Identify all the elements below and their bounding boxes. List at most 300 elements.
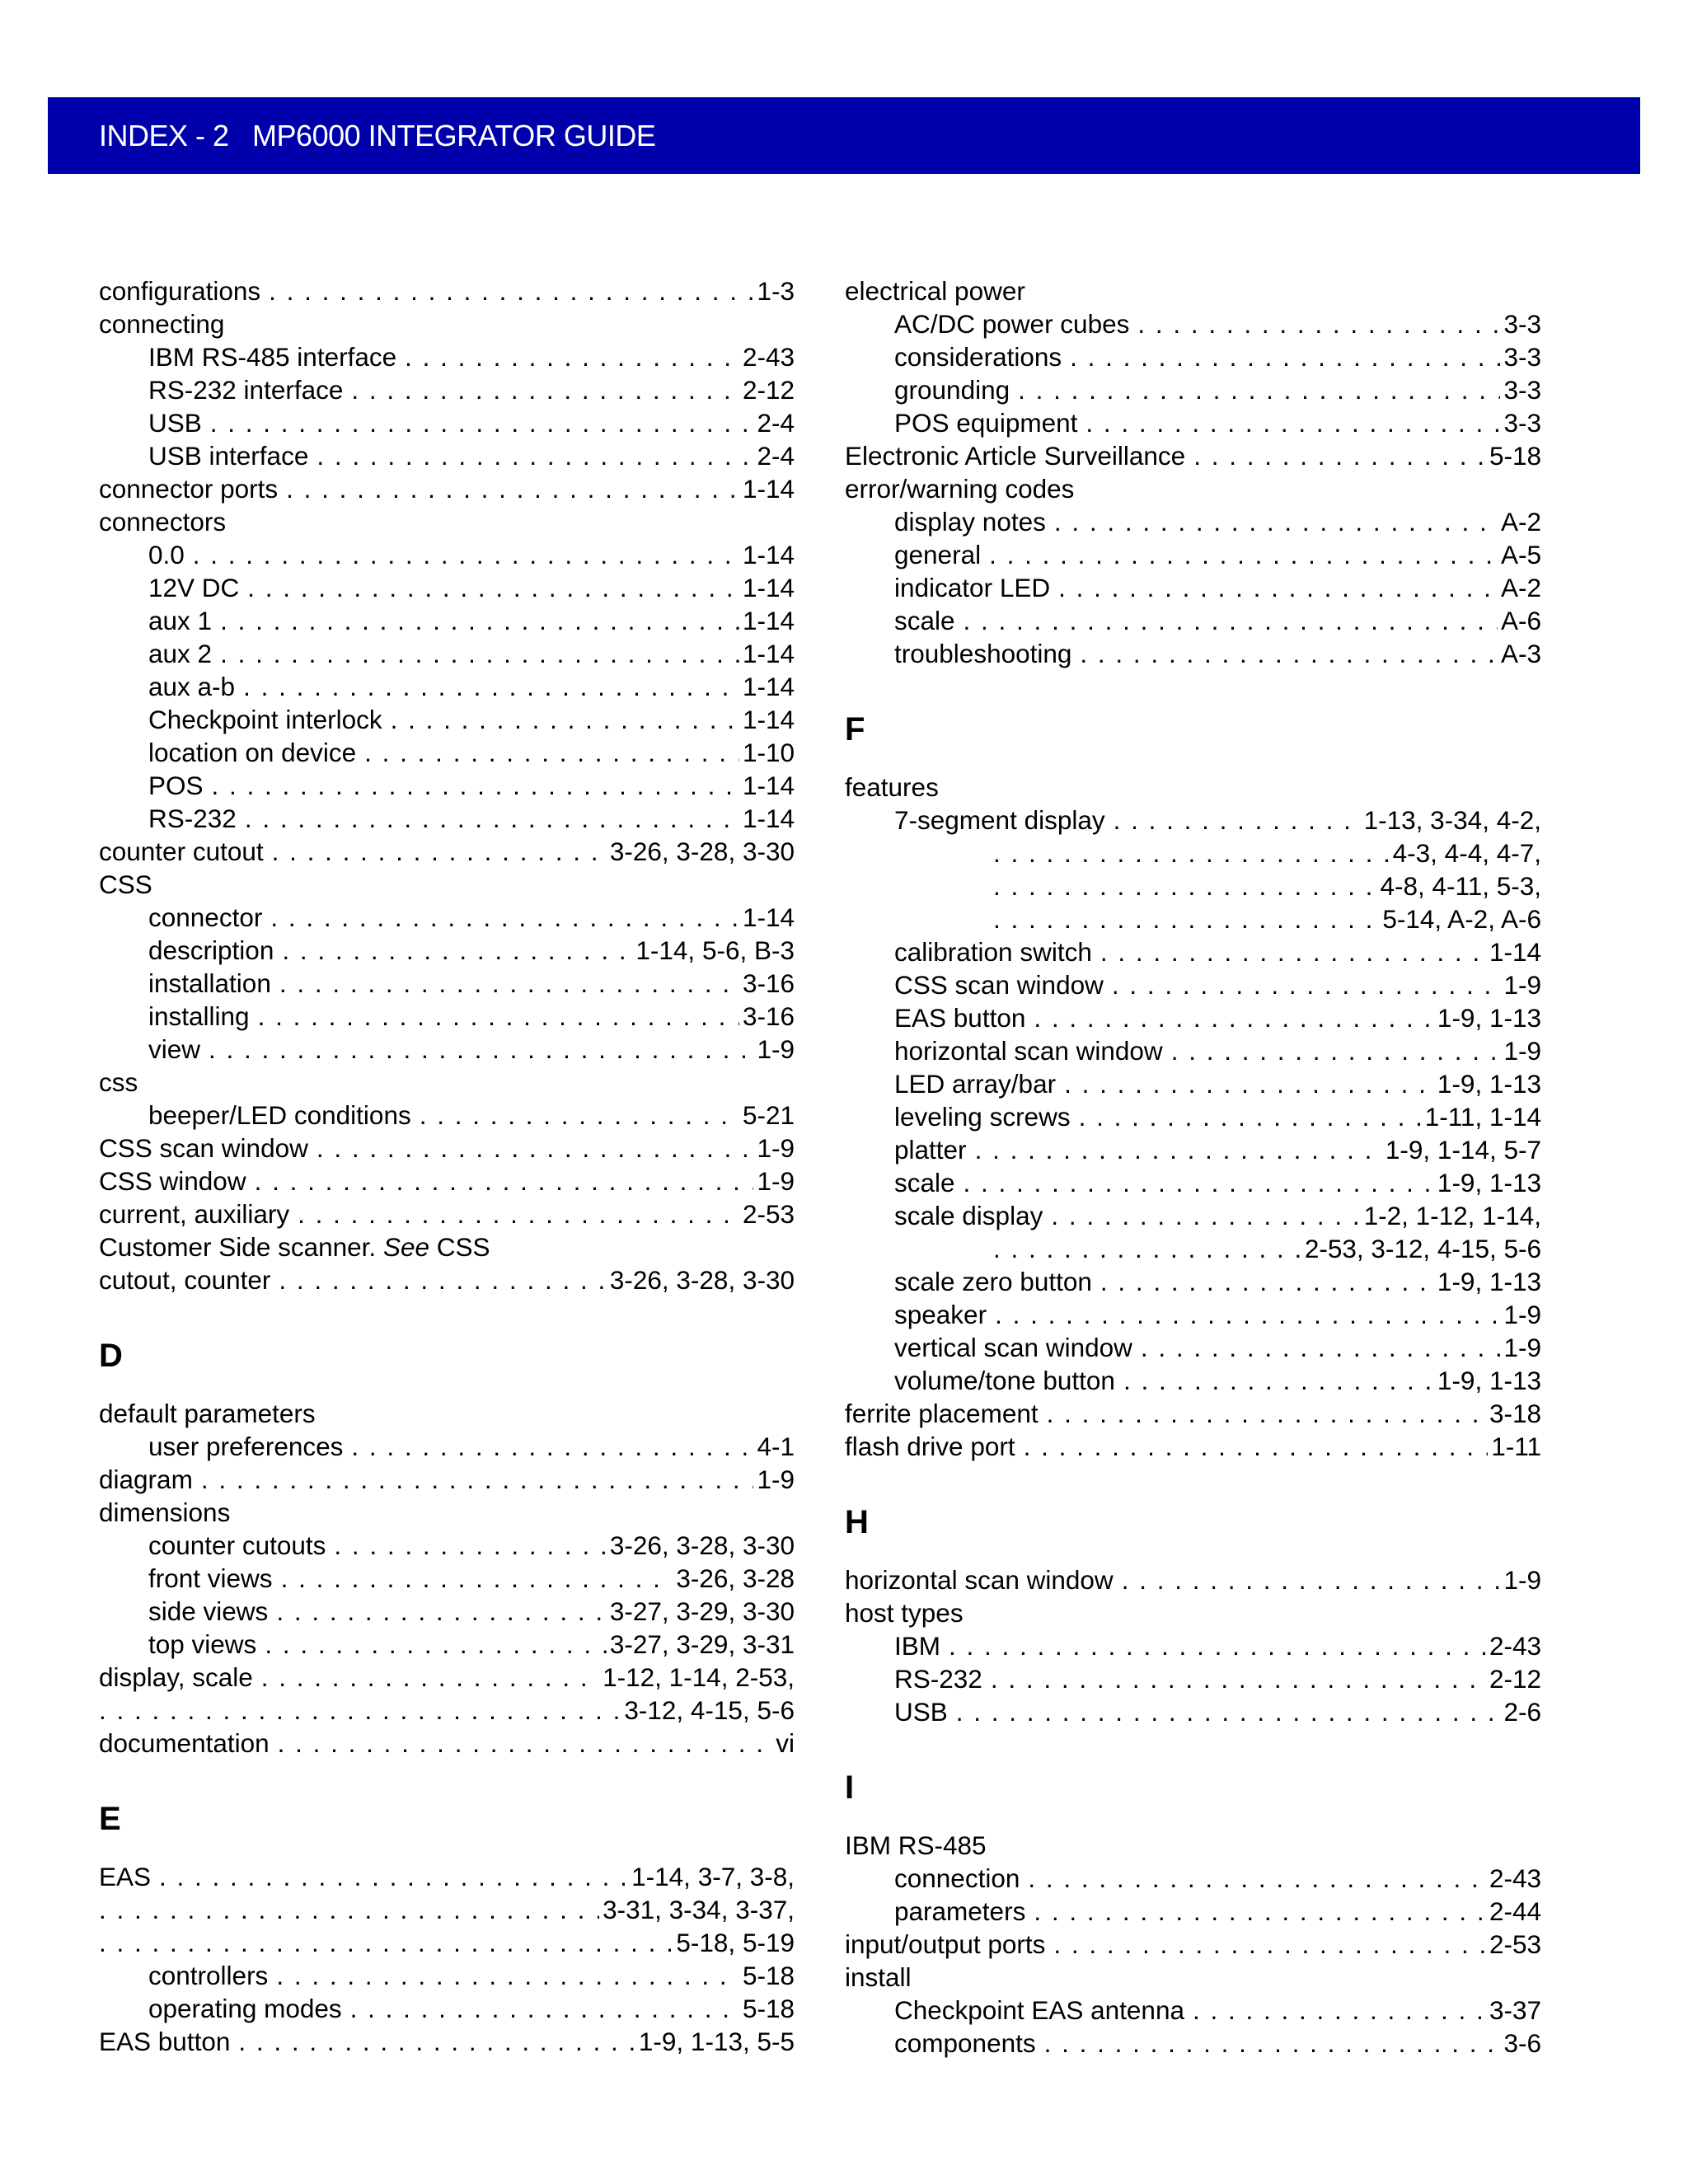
index-page-ref: 3-16 [742,1001,795,1031]
index-page-ref: 1-14 [742,705,795,734]
index-page-ref: 1-14 [742,474,795,504]
index-page-ref: 5-18 [1489,441,1541,471]
index-entry [99,802,795,835]
index-page-ref: 1-3 [757,276,795,306]
index-page-ref: 3-26, 3-28, 3-30 [609,837,795,866]
dot-leader [255,1165,754,1197]
index-term: EAS [99,1862,152,1891]
index-page-ref: 2-12 [1489,1664,1541,1694]
index-letter-heading: I [845,1769,855,1806]
index-entry [99,1165,795,1197]
dot-leader [350,1992,739,2025]
index-page-ref: 1-2, 1-12, 1-14, [1363,1201,1541,1230]
dot-leader [99,1694,621,1727]
index-entry [99,1860,795,1893]
dot-leader [993,1232,1301,1265]
index-entry [99,307,795,340]
index-entry [99,1529,795,1562]
index-term: beeper/LED conditions [148,1100,411,1130]
index-term: calibration switch [894,937,1092,967]
index-page-ref: 1-14 [742,804,795,833]
index-term: CSS scan window [894,970,1104,1000]
index-term: aux 1 [148,606,213,635]
index-page-ref: 3-3 [1503,342,1541,372]
index-term: vertical scan window [894,1333,1132,1362]
dot-leader [270,901,739,934]
index-page-ref: 4-8, 4-11, 5-3, [1380,871,1541,901]
index-entry [845,1596,1541,1629]
index-term: input/output ports [845,1929,1046,1959]
index-term: RS-232 [894,1664,982,1694]
index-page-ref: 1-14 [1489,937,1541,967]
dot-leader [220,604,739,637]
dot-leader [279,1263,606,1296]
dot-leader [1018,373,1500,406]
index-see-reference: See [382,1232,429,1262]
index-entry [845,1695,1541,1728]
index-term: POS [148,771,204,800]
index-entry [99,1562,795,1595]
index-term: scale display [894,1201,1043,1230]
index-entry [99,1496,795,1529]
dot-leader [258,1000,739,1033]
dot-leader [247,571,739,604]
index-page-ref: 3-3 [1503,408,1541,438]
index-page-ref: 4-3, 4-4, 4-7, [1392,838,1541,868]
index-entry [845,571,1541,604]
index-entry [845,804,1541,837]
index-term: ferrite placement [845,1399,1039,1428]
index-entry [99,1263,795,1296]
index-term: flash drive port [845,1432,1015,1461]
dot-leader [298,1197,739,1230]
index-entry [845,1994,1541,2027]
dot-leader [1171,1034,1501,1067]
index-entry [99,934,795,967]
dot-leader [995,1298,1500,1331]
index-page-ref: 1-14, 3-7, 3-8, [631,1862,795,1891]
index-page-ref: 3-3 [1503,309,1541,339]
index-page-ref: 1-11 [1491,1432,1541,1461]
index-term: display, scale [99,1662,253,1692]
index-term: description [148,935,274,965]
index-term: installing [148,1001,250,1031]
dot-leader [1051,1199,1360,1232]
dot-leader [351,373,739,406]
dot-leader [364,736,739,769]
index-entry [845,1364,1541,1397]
index-entry [99,439,795,472]
index-page-ref: 1-9 [757,1133,795,1163]
index-entry [845,1001,1541,1034]
index-page-ref: 4-1 [757,1432,795,1461]
index-term: cutout, counter [99,1265,271,1295]
index-entry [99,1694,795,1727]
index-term: 7-segment display [894,805,1105,835]
index-term: electrical power [845,276,1025,306]
index-entry [99,736,795,769]
index-entry [845,538,1541,571]
dot-leader [1034,1895,1486,1928]
index-entry [845,373,1541,406]
index-entry [845,472,1541,505]
dot-leader [212,769,739,802]
index-term: connection [894,1863,1020,1893]
index-entry [99,703,795,736]
dot-leader [975,1133,1382,1166]
index-page-ref: 1-10 [742,738,795,767]
index-entry [845,1928,1541,1961]
index-page-ref: A-6 [1500,606,1541,635]
dot-leader [993,837,1390,869]
index-entry [845,1961,1541,1994]
index-page-ref: 2-53 [1489,1929,1541,1959]
index-page-ref: 1-11, 1-14 [1424,1102,1541,1132]
dot-leader [334,1529,606,1562]
index-term: install [845,1962,912,1992]
index-page-ref: 5-18 [742,1961,795,1990]
index-page-ref: 1-14 [742,672,795,701]
index-term: grounding [894,375,1010,405]
dot-leader [210,406,754,439]
index-entry [99,868,795,901]
index-page-ref: 1-9 [1503,1036,1541,1066]
index-page-ref: 3-27, 3-29, 3-31 [609,1629,795,1659]
index-page-ref: 1-9, 1-13, 5-5 [638,2027,795,2056]
index-page-ref: 1-12, 1-14, 2-53, [603,1662,795,1692]
index-page-ref: 1-9, 1-13 [1437,1003,1541,1033]
dot-leader [949,1629,1486,1662]
index-entry [845,439,1541,472]
index-entry [99,1959,795,1992]
dot-leader [243,670,739,703]
dot-leader [1044,2027,1501,2060]
index-term: USB interface [148,441,309,471]
dot-leader [1114,804,1361,837]
dot-leader [99,1926,673,1959]
index-entry [845,1662,1541,1695]
index-page-ref: 3-18 [1489,1399,1541,1428]
index-entry [845,1133,1541,1166]
index-letter-heading: H [845,1504,869,1540]
index-term: controllers [148,1961,269,1990]
index-entry [99,1992,795,2025]
index-term: POS equipment [894,408,1078,438]
index-page-ref: 1-14 [742,540,795,569]
index-entry [99,1230,795,1263]
index-page-ref: 2-4 [757,441,795,471]
index-term: counter cutouts [148,1530,326,1560]
index-page-ref: 1-9, 1-13 [1437,1366,1541,1395]
dot-leader [1079,1100,1422,1133]
index-page-ref: 1-9 [1503,1333,1541,1362]
index-entry [845,505,1541,538]
index-entry [99,1033,795,1066]
index-term: aux a-b [148,672,236,701]
index-page-ref: 2-6 [1503,1697,1541,1727]
index-page-ref: 1-14 [742,771,795,800]
index-term: view [148,1034,201,1064]
index-page-ref: 3-3 [1503,375,1541,405]
index-term: default parameters [99,1399,316,1428]
index-page-ref: 1-9 [1503,1565,1541,1595]
index-page-ref: 1-13, 3-34, 4-2, [1363,805,1541,835]
index-term: scale [894,606,955,635]
index-entry [845,1397,1541,1430]
index-term: CSS [99,869,152,899]
index-entry [845,1430,1541,1463]
index-entry [99,670,795,703]
index-term: configurations [99,276,261,306]
index-entry [845,1563,1541,1596]
dot-leader [278,1727,773,1760]
index-letter-heading: D [99,1338,123,1374]
index-term: 12V DC [148,573,240,602]
dot-leader [245,802,739,835]
index-entry [99,835,795,868]
index-page-ref: 5-18, 5-19 [676,1928,795,1957]
index-page-ref: 1-14 [742,639,795,668]
index-term: connecting [99,309,225,339]
page-header-bar [48,97,1640,174]
index-term: connector ports [99,474,279,504]
index-entry [99,274,795,307]
dot-leader [286,472,739,505]
dot-leader [1112,968,1501,1001]
index-term: RS-232 interface [148,375,344,405]
dot-leader [272,835,607,868]
index-entry [99,406,795,439]
dot-leader [281,1562,673,1595]
index-term: CSS scan window [99,1133,308,1163]
index-term: connector [148,902,263,932]
index-entry [845,340,1541,373]
index-entry [845,935,1541,968]
index-term: user preferences [148,1432,344,1461]
index-page-ref: A-2 [1500,507,1541,537]
dot-leader [964,1166,1434,1199]
index-entry [99,769,795,802]
index-page-ref: 2-44 [1489,1896,1541,1926]
index-term: diagram [99,1465,193,1494]
index-entry [99,1066,795,1099]
index-term: dimensions [99,1497,231,1527]
index-term: Electronic Article Surveillance [845,441,1186,471]
index-term: Checkpoint EAS antenna [894,1995,1184,2025]
index-page-ref: 2-4 [757,408,795,438]
index-term: IBM RS-485 [845,1830,987,1860]
index-term: top views [148,1629,257,1659]
dot-leader [316,439,753,472]
index-entry [845,1265,1541,1298]
dot-leader [993,902,1379,935]
index-term: scale zero button [894,1267,1092,1296]
index-term: Checkpoint interlock [148,705,382,734]
index-entry [99,1132,795,1165]
index-term: LED array/bar [894,1069,1057,1099]
dot-leader [391,703,739,736]
index-entry [99,1463,795,1496]
index-page-ref: 3-31, 3-34, 3-37, [603,1895,795,1924]
index-page-ref: 3-27, 3-29, 3-30 [609,1596,795,1626]
index-page-ref: 3-37 [1489,1995,1541,2025]
index-page-ref: 3-26, 3-28, 3-30 [609,1265,795,1295]
index-term: IBM RS-485 interface [148,342,397,372]
index-term: indicator LED [894,573,1051,602]
index-page-ref: 3-6 [1503,2028,1541,2058]
index-entry [99,901,795,934]
index-page-ref: 1-9, 1-13 [1437,1267,1541,1296]
index-entry [845,1298,1541,1331]
dot-leader [1058,571,1498,604]
index-entry [845,604,1541,637]
index-term: USB [894,1697,948,1727]
index-term: EAS button [894,1003,1026,1033]
index-column-right [845,274,1541,2060]
index-term: leveling screws [894,1102,1071,1132]
index-page-ref: 5-21 [742,1100,795,1130]
index-page-ref: 1-9 [757,1166,795,1196]
index-term: aux 2 [148,639,213,668]
dot-leader [1141,1331,1501,1364]
index-term: features [845,772,939,802]
index-entry [99,1595,795,1628]
index-page-ref: 1-14 [742,606,795,635]
index-term: scale [894,1168,955,1197]
index-entry [845,902,1541,935]
dot-leader [991,1662,1486,1695]
index-entry [845,1862,1541,1895]
index-entry [99,604,795,637]
index-entry [99,472,795,505]
index-page-ref: A-3 [1500,639,1541,668]
index-entry [845,406,1541,439]
index-term: horizontal scan window [894,1036,1163,1066]
dot-leader [265,1628,607,1661]
dot-leader [316,1132,754,1165]
index-term: installation [148,968,271,998]
index-term: parameters [894,1896,1026,1926]
dot-leader [1080,637,1498,670]
index-term: host types [845,1598,964,1628]
index-page-ref: 2-43 [742,342,795,372]
index-page-ref: 1-9 [1503,970,1541,1000]
index-entry [845,1067,1541,1100]
index-see-target: CSS [436,1232,490,1262]
dot-leader [282,934,632,967]
dot-leader [193,538,739,571]
index-entry [99,967,795,1000]
index-page-ref: 1-9 [757,1465,795,1494]
index-entry [845,274,1541,307]
index-letter-heading: E [99,1801,121,1837]
dot-leader [351,1430,753,1463]
index-page-ref: 1-14 [742,902,795,932]
index-term: counter cutout [99,837,264,866]
index-entry [99,637,795,670]
dot-leader [1193,1994,1486,2027]
dot-leader [279,967,739,1000]
dot-leader [1034,1001,1434,1034]
index-entry [99,1397,795,1430]
index-entry [845,2027,1541,2060]
dot-leader [1064,1067,1434,1100]
dot-leader [1137,307,1500,340]
index-term: documentation [99,1728,270,1758]
index-entry [845,307,1541,340]
index-term: 0.0 [148,540,185,569]
dot-leader [1100,935,1486,968]
dot-leader [1085,406,1500,439]
index-term: css [99,1067,138,1097]
dot-leader [405,340,739,373]
index-entry [99,1000,795,1033]
index-term: platter [894,1135,967,1165]
index-term: components [894,2028,1036,2058]
index-entry [99,505,795,538]
index-page-ref: 3-12, 4-15, 5-6 [624,1695,795,1725]
index-entry [99,1727,795,1760]
dot-leader [276,1959,739,1992]
index-entry [99,1893,795,1926]
dot-leader [993,869,1376,902]
index-entry [99,1628,795,1661]
index-term: display notes [894,507,1046,537]
index-entry [99,1926,795,1959]
dot-leader [220,637,739,670]
index-term: location on device [148,738,357,767]
dot-leader [1028,1862,1486,1895]
index-page-ref: 1-14 [742,573,795,602]
index-term: speaker [894,1300,987,1329]
index-entry [845,1232,1541,1265]
index-entry [845,1629,1541,1662]
dot-leader [420,1099,739,1132]
index-term: RS-232 [148,804,237,833]
index-page-ref: 3-26, 3-28, 3-30 [609,1530,795,1560]
dot-leader [1193,439,1486,472]
index-term: CSS window [99,1166,246,1196]
index-entry [845,1166,1541,1199]
index-entry [99,373,795,406]
index-page-ref: 1-9, 1-13 [1437,1069,1541,1099]
index-entry [99,1661,795,1694]
index-page-ref: 5-14, A-2, A-6 [1382,904,1541,934]
index-term: error/warning codes [845,474,1075,504]
index-entry [99,340,795,373]
index-term: USB [148,408,202,438]
index-term: volume/tone button [894,1366,1115,1395]
index-entry [845,1199,1541,1232]
index-term: general [894,540,982,569]
dot-leader [1047,1397,1486,1430]
index-page-ref: A-5 [1500,540,1541,569]
index-page-ref: 2-43 [1489,1631,1541,1661]
index-entry [99,571,795,604]
dot-leader [1024,1430,1489,1463]
index-page-ref: 2-12 [742,375,795,405]
index-page-ref: vi [776,1728,795,1758]
index-page-ref: 5-18 [742,1994,795,2023]
dot-leader [956,1695,1501,1728]
index-entry [845,968,1541,1001]
index-column-left [99,274,795,2058]
dot-leader [261,1661,599,1694]
index-term: EAS button [99,2027,231,2056]
dot-leader [1053,1928,1486,1961]
index-page-ref: 1-9, 1-13 [1437,1168,1541,1197]
index-entry [845,1100,1541,1133]
